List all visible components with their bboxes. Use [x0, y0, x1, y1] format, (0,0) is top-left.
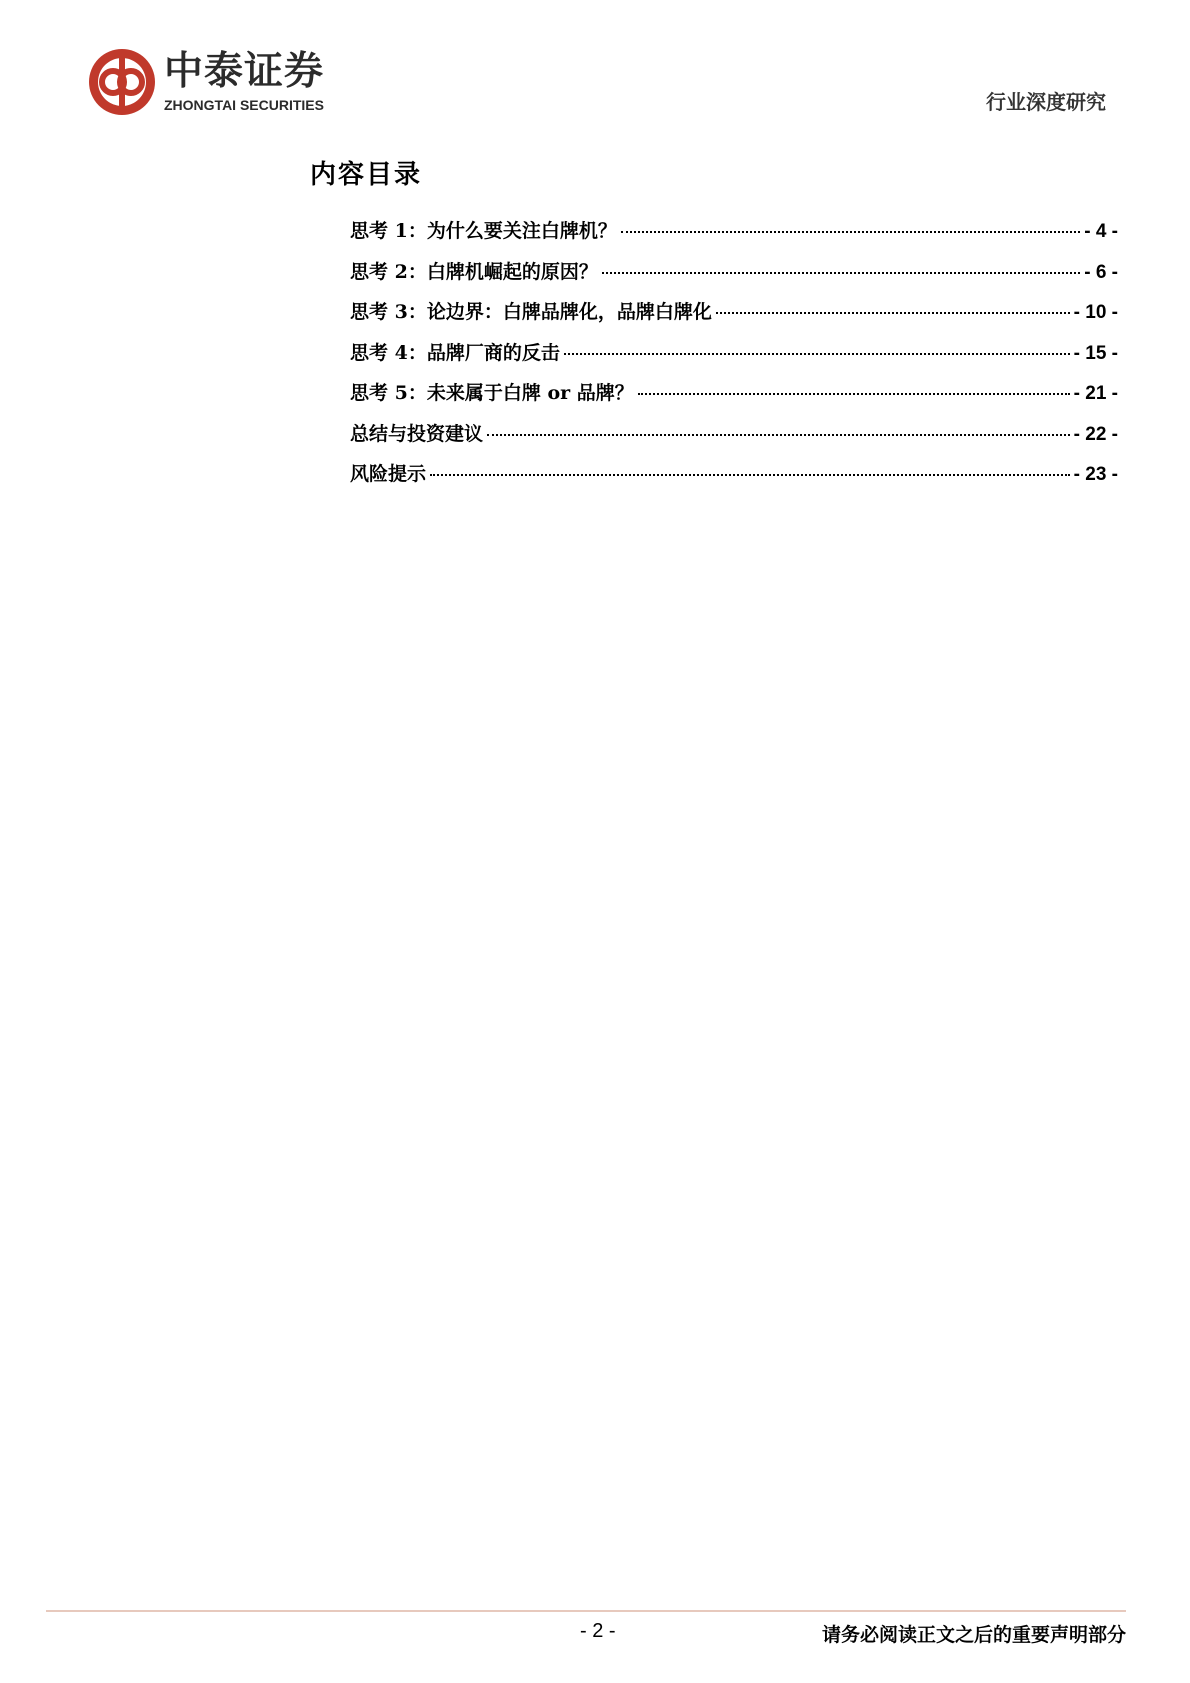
toc-title: 内容目录 [310, 160, 423, 190]
toc-entry-label: 思考 2：白牌机崛起的原因？ [350, 260, 598, 283]
toc-dot-leader [430, 474, 1070, 476]
page-number: - 2 - [580, 1620, 616, 1642]
toc-entry-label: 思考 1：为什么要关注白牌机？ [350, 220, 617, 242]
toc-entry-label: 思考 3：论边界：白牌品牌化，品牌白牌化 [350, 301, 712, 323]
toc-dot-leader [487, 434, 1070, 436]
toc-entry-label: 思考 4：品牌厂商的反击 [350, 341, 560, 364]
toc-entry-page: - 10 - [1073, 302, 1118, 323]
toc-entry-label: 思考 5：未来属于白牌 or 品牌？ [350, 382, 634, 404]
company-logo [86, 46, 324, 118]
toc-entry[interactable] [350, 297, 1118, 338]
toc-dot-leader [602, 272, 1080, 274]
table-of-contents [350, 216, 1118, 500]
toc-entry[interactable] [350, 419, 1118, 460]
toc-entry-page: - 4 - [1084, 221, 1118, 242]
toc-entry[interactable] [350, 257, 1118, 298]
toc-entry[interactable] [350, 459, 1118, 500]
toc-dot-leader [638, 393, 1070, 395]
toc-entry-page: - 22 - [1073, 423, 1118, 445]
logo-chinese-name: 中泰证券 [164, 49, 325, 94]
toc-entry-label: 风险提示 [350, 463, 427, 485]
toc-entry-page: - 6 - [1084, 261, 1118, 283]
toc-entry-page: - 23 - [1073, 464, 1118, 485]
logo-english-name: ZHONGTAI SECURITIES [164, 97, 324, 113]
toc-entry-page: - 21 - [1073, 383, 1118, 404]
toc-dot-leader [716, 312, 1070, 314]
toc-entry-label: 总结与投资建议 [350, 422, 484, 445]
document-type-label: 行业深度研究 [986, 90, 1106, 114]
footer-disclaimer: 请务必阅读正文之后的重要声明部分 [821, 1624, 1126, 1646]
toc-entry-page: - 15 - [1073, 342, 1118, 364]
toc-entry[interactable] [350, 378, 1118, 419]
toc-entry[interactable] [350, 338, 1118, 379]
footer-divider [46, 1610, 1126, 1612]
toc-entry[interactable] [350, 216, 1118, 257]
toc-dot-leader [564, 353, 1070, 355]
toc-dot-leader [621, 231, 1080, 233]
zhongtai-logo-icon [86, 46, 158, 118]
